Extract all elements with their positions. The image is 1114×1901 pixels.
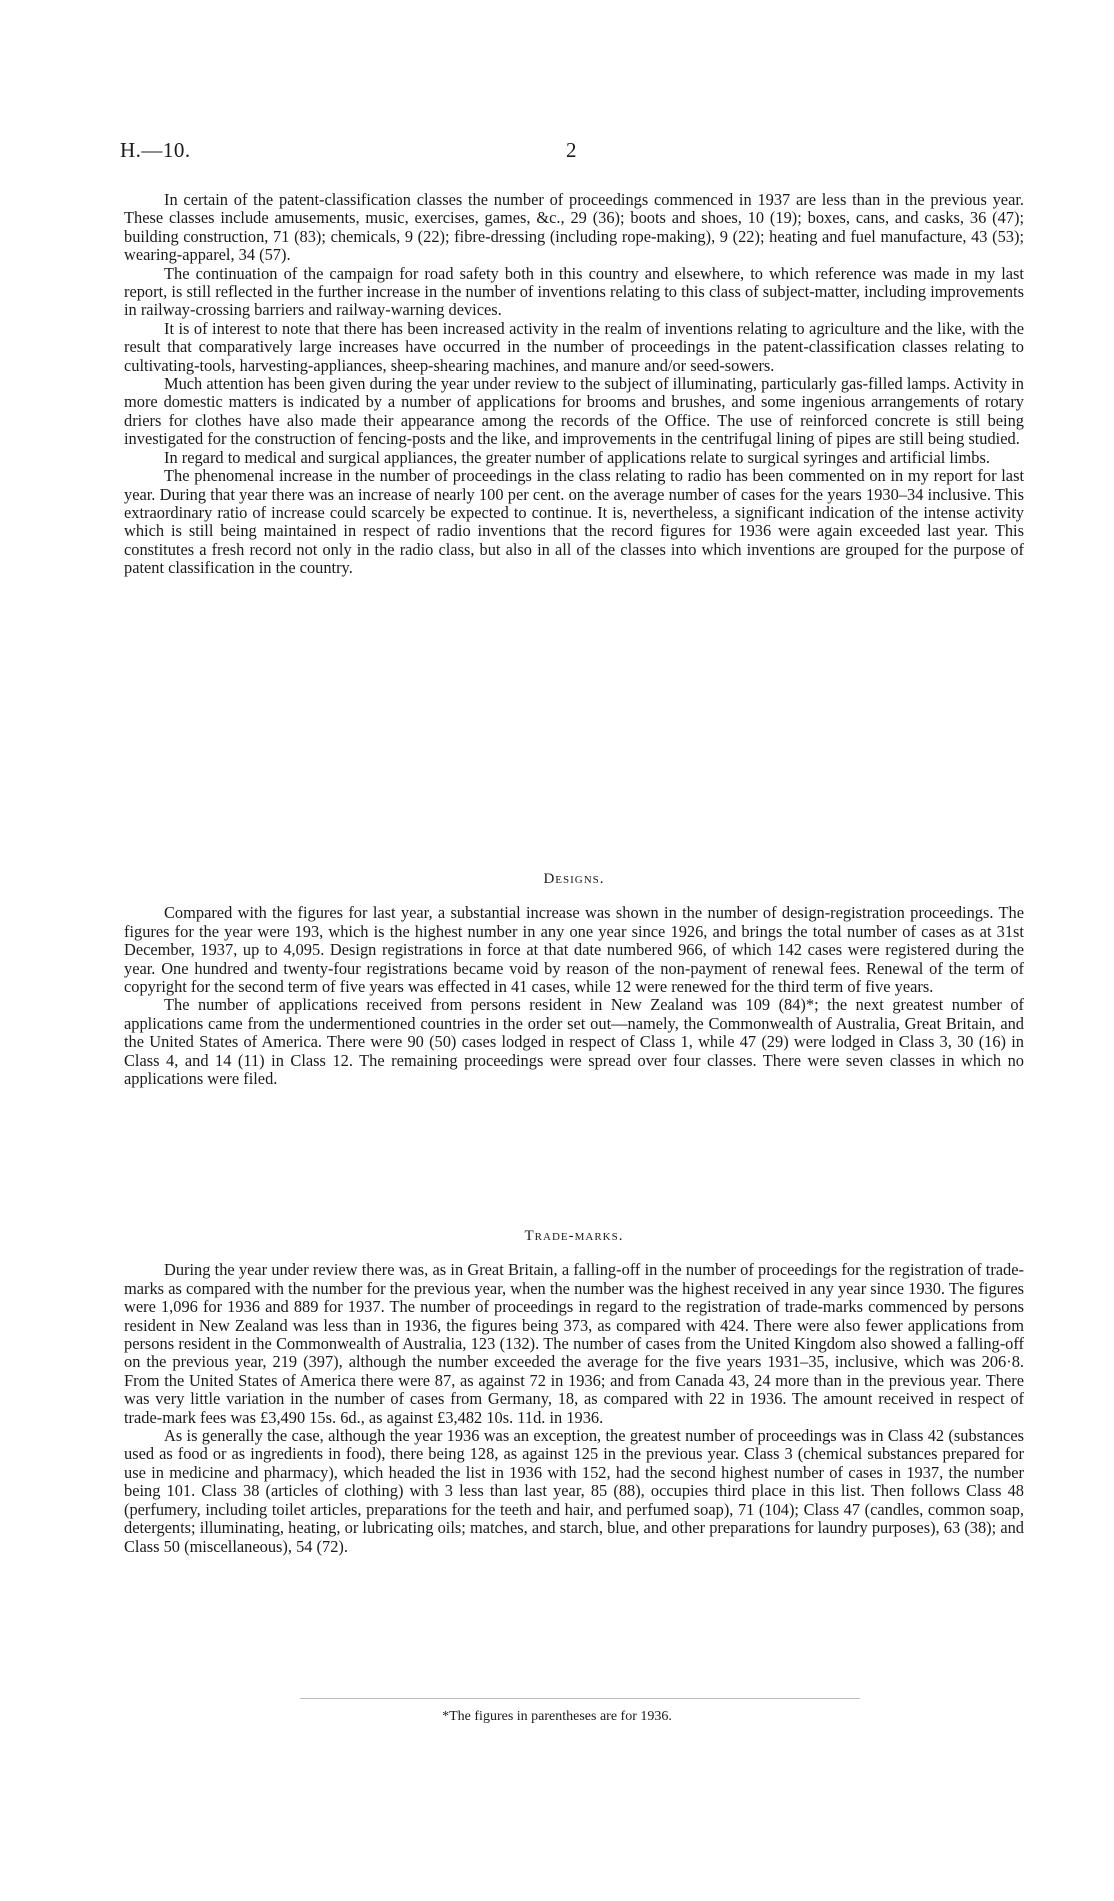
patents-paragraph: In certain of the patent-classification classes the number of proceedings commenced in 1937 are less than in the previous year. These classes include amusements, music, exercises, games, &c., 29 (36); boots and shoes, 10 (19); boxes, cans, and casks, 36 (47); building construction, 71 (83); chemicals, 9 (22); fibre-dressing (including rope-making), 9 (22); heating and fuel manufacture, 43 (53); wearing-apparel, 34 (57). [124,190,1024,265]
designs-heading: Designs. [543,871,605,887]
document-reference: H.—10. [120,138,191,162]
patents-paragraph: In regard to medical and surgical appliances, the greater number of applications relate to surgical syringes and artificial limbs. [164,447,990,467]
patents-paragraph: The phenomenal increase in the number of proceedings in the class relating to radio has been commented on in my report for last year. During that year there was an increase of nearly 100 per cent. on the average number of cases for the years 1930–34 inclusive. This extraordinary ratio of increase could scarcely be expected to continue. It is, nevertheless, a significant indication of the intense activity which is still being maintained in respect of radio inventions that the record figures for 1936 were again exceeded last year. This constitutes a fresh record not only in the radio class, but also in all of the classes into which inventions are grouped for the purpose of patent classification in the country. [124,466,1024,578]
patents-paragraph: It is of interest to note that there has been increased activity in the realm of inventions relating to agriculture and the like, with the result that comparatively large increases have occurred in the number of proceedings in the patent-classification classes relating to cultivating-tools, harvesting-appliances, sheep-shearing machines, and manure and/or seed-sowers. [124,318,1024,375]
trademarks-heading: Trade-marks. [524,1228,624,1244]
designs-paragraph: The number of applications received from persons resident in New Zealand was 109 (84)*; the next greatest number of applications came from the undermentioned countries in the order set out—namely, the Commonwealth of Australia, Great Britain, and the United States of America. There were 90 (50) cases lodged in respect of Class 1, while 47 (29) were lodged in Class 3, 30 (16) in Class 4, and 14 (11) in Class 12. The remaining proceedings were spread over four classes. There were seven classes in which no applications were filed. [124,995,1024,1089]
designs-paragraph: Compared with the figures for last year, a substantial increase was shown in the number of design-registration proceedings. The figures for the year were 193, which is the highest number in any one year since 1926, and brings the total number of cases as at 31st December, 1937, up to 4,095. Design registrations in force at that date numbered 966, of which 142 cases were registered during the year. One hundred and twenty-four registrations became void by reason of the non-payment of renewal fees. Renewal of the term of copyright for the second term of five years was effected in 41 cases, while 12 were renewed for the third term of five years. [124,903,1024,997]
page-header [120,138,1040,168]
page-number: 2 [566,138,577,162]
footnote-divider [300,1698,860,1699]
trademarks-paragraph: As is generally the case, although the year 1936 was an exception, the greatest number of proceedings was in Class 42 (substances used as food or as ingredients in food), there being 128, as against 125 in the previous year. Class 3 (chemical substances prepared for use in medicine and pharmacy), which headed the list in 1936 with 152, had the second highest number of cases in 1937, the number being 101. Class 38 (articles of clothing) with 3 less than last year, 85 (88), occupies third place in this list. Then follows Class 48 (perfumery, including toilet articles, preparations for the teeth and hair, and perfumed soap), 71 (104); Class 47 (candles, common soap, detergents; illuminating, heating, or lubricating oils; matches, and starch, blue, and other preparations for laundry purposes), 63 (38); and Class 50 (miscellaneous), 54 (72). [124,1426,1024,1556]
patents-section [124,191,1024,578]
trademarks-paragraph: During the year under review there was, as in Great Britain, a falling-off in the number of proceedings for the registration of trade-marks as compared with the number for the previous year, when the number was the highest received in any year since 1930. The figures were 1,096 for 1936 and 889 for 1937. The number of proceedings in regard to the registration of trade-marks commenced by persons resident in New Zealand was less than in 1936, the figures being 373, as compared with 424. There were also fewer applications from persons resident in the Commonwealth of Australia, 123 (132). The number of cases from the United Kingdom also showed a falling-off on the previous year, 219 (397), although the number exceeded the average for the five years 1931–35, inclusive, which was 206·8. From the United States of America there were 87, as against 72 in 1936; and from Canada 43, 24 more than in the previous year. There was very little variation in the number of cases from Germany, 18, as compared with 22 in 1936. The amount received in respect of trade-mark fees was £3,490 15s. 6d., as against £3,482 10s. 11d. in 1936. [124,1260,1024,1427]
patents-paragraph: Much attention has been given during the year under review to the subject of illuminating, particularly gas-filled lamps. Activity in more domestic matters is indicated by a number of applications for brooms and brushes, and some ingenious arrangements of rotary driers for clothes have also made their appearance among the records of the Office. The use of reinforced concrete is still being investigated for the construction of fencing-posts and the like, and improvements in the centrifugal lining of pipes are still being studied. [124,374,1024,449]
designs-section [124,870,1024,1088]
patents-paragraph: The continuation of the campaign for road safety both in this country and elsewhere, to which reference was made in my last report, is still reflected in the further increase in the number of inventions relating to this class of subject-matter, including improvements in railway-crossing barriers and railway-warning devices. [124,263,1024,320]
trademarks-section [124,1227,1024,1556]
footnote: *The figures in parentheses are for 1936. [442,1709,672,1724]
